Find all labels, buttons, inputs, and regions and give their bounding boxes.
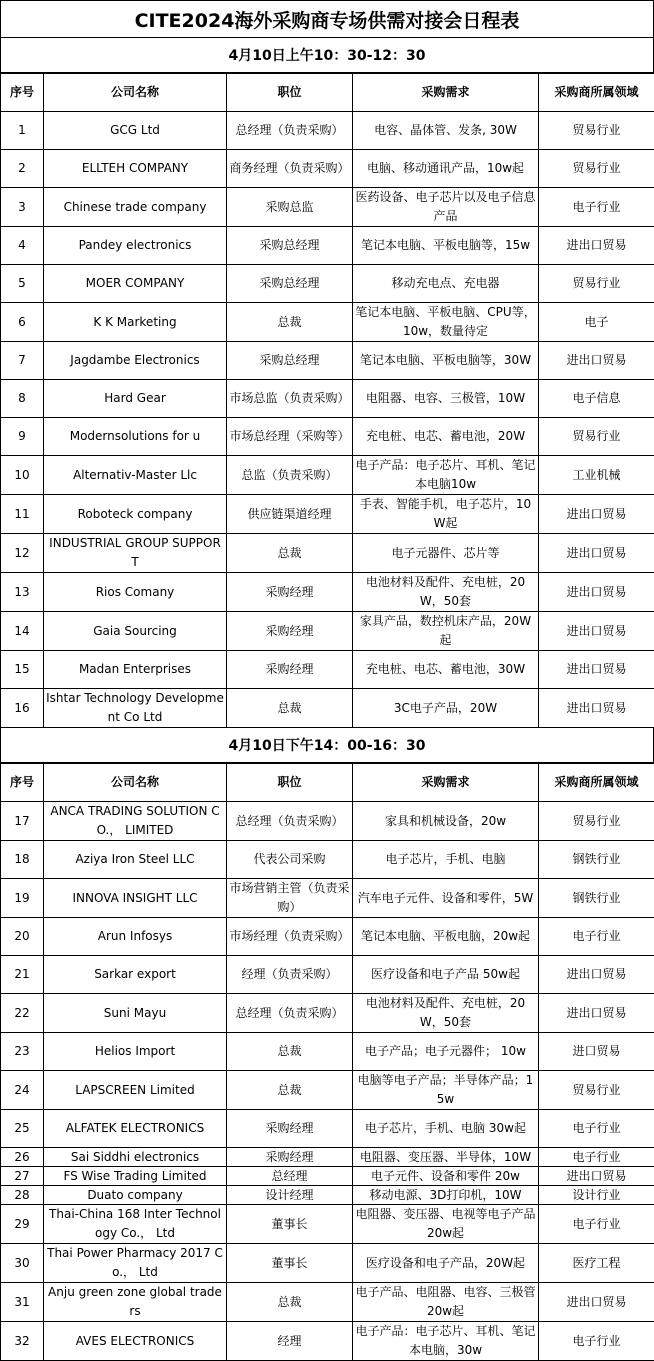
cell-index: 8: [1, 380, 44, 418]
cell-sector: 进出口贸易: [539, 573, 654, 612]
cell-position: 总经理（负责采购）: [227, 994, 353, 1033]
table-row: [1, 956, 654, 994]
cell-company: Arun Infosys: [44, 918, 227, 956]
header-company: 公司名称: [44, 764, 227, 802]
cell-index: 22: [1, 994, 44, 1033]
cell-demand: 电子产品：电子芯片、耳机、笔记本电脑10w: [353, 456, 539, 495]
cell-sector: 电子行业: [539, 1322, 654, 1361]
table-row: [1, 418, 654, 456]
cell-position: 采购总经理: [227, 342, 353, 380]
cell-position: 总裁: [227, 303, 353, 342]
cell-company: Sarkar export: [44, 956, 227, 994]
cell-position: 董事长: [227, 1205, 353, 1244]
cell-company: Helios Import: [44, 1033, 227, 1071]
table-row: [1, 612, 654, 651]
table-row: [1, 918, 654, 956]
cell-index: 31: [1, 1283, 44, 1322]
cell-demand: 电子元件、设备和零件 20w: [353, 1167, 539, 1186]
cell-sector: 进出口贸易: [539, 994, 654, 1033]
cell-demand: 笔记本电脑、平板电脑，20w起: [353, 918, 539, 956]
cell-index: 9: [1, 418, 44, 456]
table-header-row: [1, 764, 654, 802]
cell-demand: 电子芯片，手机、电脑: [353, 841, 539, 879]
cell-demand: 电阻器、电容、三极管，10W: [353, 380, 539, 418]
header-demand: 采购需求: [353, 764, 539, 802]
cell-index: 1: [1, 112, 44, 150]
cell-index: 15: [1, 651, 44, 689]
cell-index: 19: [1, 879, 44, 918]
schedule-table-afternoon: [0, 763, 654, 1361]
header-sector: 采购商所属领域: [539, 764, 654, 802]
cell-company: Thai Power Pharmacy 2017 Co.， Ltd: [44, 1244, 227, 1283]
cell-position: 总裁: [227, 689, 353, 728]
cell-position: 市场总经理（采购等）: [227, 418, 353, 456]
cell-company: Suni Mayu: [44, 994, 227, 1033]
cell-sector: 进出口贸易: [539, 651, 654, 689]
cell-company: Modernsolutions for u: [44, 418, 227, 456]
cell-demand: 电子产品、电阻器、电容、三极管20w起: [353, 1283, 539, 1322]
table-row: [1, 380, 654, 418]
cell-position: 总监（负责采购）: [227, 456, 353, 495]
cell-company: Ishtar Technology Development Co Ltd: [44, 689, 227, 728]
header-index: 序号: [1, 764, 44, 802]
cell-demand: 电容、晶体管、发条, 30W: [353, 112, 539, 150]
table-body-morning: [1, 112, 654, 728]
cell-sector: 进出口贸易: [539, 534, 654, 573]
cell-position: 董事长: [227, 1244, 353, 1283]
cell-sector: 贸易行业: [539, 112, 654, 150]
cell-company: Alternativ-Master Llc: [44, 456, 227, 495]
cell-demand: 电子产品；电子元器件； 10w: [353, 1033, 539, 1071]
table-row: [1, 265, 654, 303]
cell-index: 23: [1, 1033, 44, 1071]
cell-company: GCG Ltd: [44, 112, 227, 150]
table-row: [1, 1033, 654, 1071]
cell-position: 采购总经理: [227, 227, 353, 265]
cell-index: 30: [1, 1244, 44, 1283]
cell-company: ANCA TRADING SOLUTION CO.， LIMITED: [44, 802, 227, 841]
cell-company: AVES ELECTRONICS: [44, 1322, 227, 1361]
cell-position: 市场经理（负责采购）: [227, 918, 353, 956]
cell-sector: 贸易行业: [539, 150, 654, 188]
table-row: [1, 1186, 654, 1205]
table-body-afternoon: [1, 802, 654, 1361]
cell-position: 供应链渠道经理: [227, 495, 353, 534]
cell-index: 4: [1, 227, 44, 265]
table-row: [1, 188, 654, 227]
cell-company: LAPSCREEN Limited: [44, 1071, 227, 1110]
cell-position: 总经理（负责采购）: [227, 112, 353, 150]
cell-position: 采购总监: [227, 188, 353, 227]
cell-index: 18: [1, 841, 44, 879]
table-row: [1, 573, 654, 612]
cell-position: 采购经理: [227, 612, 353, 651]
cell-sector: 电子行业: [539, 1110, 654, 1148]
cell-sector: 医疗工程: [539, 1244, 654, 1283]
cell-sector: 进出口贸易: [539, 956, 654, 994]
table-row: [1, 1167, 654, 1186]
cell-sector: 工业机械: [539, 456, 654, 495]
cell-company: Madan Enterprises: [44, 651, 227, 689]
cell-demand: 电阻器、变压器、半导体，10W: [353, 1148, 539, 1167]
cell-company: Sai Siddhi electronics: [44, 1148, 227, 1167]
session-heading-morning: 4月10日上午10：30-12：30: [1, 38, 654, 73]
cell-position: 总经理: [227, 1167, 353, 1186]
cell-demand: 笔记本电脑、平板电脑、CPU等，10w，数量待定: [353, 303, 539, 342]
cell-position: 经理: [227, 1322, 353, 1361]
table-row: [1, 112, 654, 150]
header-index: 序号: [1, 74, 44, 112]
table-row: [1, 150, 654, 188]
table-row: [1, 689, 654, 728]
table-row: [1, 456, 654, 495]
cell-index: 28: [1, 1186, 44, 1205]
cell-company: Thai-China 168 Inter Technology Co.， Ltd: [44, 1205, 227, 1244]
cell-demand: 医疗设备和电子产品 50w起: [353, 956, 539, 994]
table-row: [1, 534, 654, 573]
table-row: [1, 227, 654, 265]
header-sector: 采购商所属领域: [539, 74, 654, 112]
table-row: [1, 1205, 654, 1244]
cell-demand: 电脑等电子产品；半导体产品；15w: [353, 1071, 539, 1110]
cell-position: 总裁: [227, 1071, 353, 1110]
cell-sector: 进出口贸易: [539, 342, 654, 380]
cell-sector: 钢铁行业: [539, 841, 654, 879]
cell-position: 采购经理: [227, 1148, 353, 1167]
cell-position: 采购经理: [227, 1110, 353, 1148]
cell-index: 24: [1, 1071, 44, 1110]
cell-company: Duato company: [44, 1186, 227, 1205]
cell-company: Rios Comany: [44, 573, 227, 612]
cell-sector: 进出口贸易: [539, 689, 654, 728]
cell-demand: 汽车电子元件、设备和零件，5W: [353, 879, 539, 918]
cell-position: 代表公司采购: [227, 841, 353, 879]
cell-demand: 手表、智能手机，电子芯片，10W起: [353, 495, 539, 534]
cell-index: 14: [1, 612, 44, 651]
cell-position: 市场总监（负责采购）: [227, 380, 353, 418]
cell-index: 10: [1, 456, 44, 495]
table-header-row: [1, 74, 654, 112]
cell-sector: 贸易行业: [539, 1071, 654, 1110]
table-row: [1, 879, 654, 918]
table-row: [1, 495, 654, 534]
header-position: 职位: [227, 74, 353, 112]
cell-position: 总裁: [227, 1033, 353, 1071]
cell-sector: 电子行业: [539, 918, 654, 956]
cell-demand: 充电桩、电芯、蓄电池，30W: [353, 651, 539, 689]
cell-index: 6: [1, 303, 44, 342]
table-row: [1, 841, 654, 879]
cell-sector: 电子信息: [539, 380, 654, 418]
cell-position: 市场营销主管（负责采购）: [227, 879, 353, 918]
table-row: [1, 303, 654, 342]
cell-sector: 进口贸易: [539, 1033, 654, 1071]
cell-company: INNOVA INSIGHT LLC: [44, 879, 227, 918]
cell-sector: 贸易行业: [539, 265, 654, 303]
cell-demand: 电阻器、变压器、电视等电子产品20w起: [353, 1205, 539, 1244]
cell-company: K K Marketing: [44, 303, 227, 342]
cell-demand: 电子芯片，手机、电脑 30w起: [353, 1110, 539, 1148]
schedule-table-morning: [0, 73, 654, 728]
cell-demand: 家具和机械设备，20w: [353, 802, 539, 841]
cell-demand: 移动电源、3D打印机，10W: [353, 1186, 539, 1205]
cell-index: 20: [1, 918, 44, 956]
cell-index: 25: [1, 1110, 44, 1148]
cell-sector: 贸易行业: [539, 418, 654, 456]
page-title: CITE2024海外采购商专场供需对接会日程表: [1, 1, 654, 38]
cell-index: 5: [1, 265, 44, 303]
table-row: [1, 1110, 654, 1148]
cell-index: 11: [1, 495, 44, 534]
cell-sector: 设计行业: [539, 1186, 654, 1205]
cell-company: FS Wise Trading Limited: [44, 1167, 227, 1186]
cell-position: 采购总经理: [227, 265, 353, 303]
cell-sector: 进出口贸易: [539, 612, 654, 651]
cell-company: ALFATEK ELECTRONICS: [44, 1110, 227, 1148]
cell-index: 13: [1, 573, 44, 612]
session-heading-afternoon: 4月10日下午14：00-16：30: [1, 728, 654, 763]
table-row: [1, 802, 654, 841]
cell-index: 27: [1, 1167, 44, 1186]
header-demand: 采购需求: [353, 74, 539, 112]
table-row: [1, 1071, 654, 1110]
cell-position: 商务经理（负责采购）: [227, 150, 353, 188]
table-row: [1, 651, 654, 689]
cell-company: Gaia Sourcing: [44, 612, 227, 651]
cell-sector: 进出口贸易: [539, 1167, 654, 1186]
cell-company: Jagdambe Electronics: [44, 342, 227, 380]
table-row: [1, 1283, 654, 1322]
cell-company: ELLTEH COMPANY: [44, 150, 227, 188]
cell-index: 26: [1, 1148, 44, 1167]
header-company: 公司名称: [44, 74, 227, 112]
cell-position: 经理（负责采购）: [227, 956, 353, 994]
cell-index: 29: [1, 1205, 44, 1244]
cell-demand: 3C电子产品，20W: [353, 689, 539, 728]
cell-company: Roboteck company: [44, 495, 227, 534]
cell-demand: 电脑、移动通讯产品，10w起: [353, 150, 539, 188]
cell-index: 12: [1, 534, 44, 573]
cell-sector: 电子行业: [539, 1205, 654, 1244]
cell-position: 总裁: [227, 534, 353, 573]
cell-company: Chinese trade company: [44, 188, 227, 227]
cell-company: Anju green zone global traders: [44, 1283, 227, 1322]
cell-company: INDUSTRIAL GROUP SUPPORT: [44, 534, 227, 573]
cell-position: 采购经理: [227, 651, 353, 689]
cell-demand: 电池材料及配件、充电桩，20W，50套: [353, 994, 539, 1033]
cell-position: 采购经理: [227, 573, 353, 612]
cell-position: 设计经理: [227, 1186, 353, 1205]
cell-sector: 进出口贸易: [539, 495, 654, 534]
cell-demand: 笔记本电脑、平板电脑等，30W: [353, 342, 539, 380]
cell-position: 总经理（负责采购）: [227, 802, 353, 841]
cell-demand: 医药设备、电子芯片以及电子信息产品: [353, 188, 539, 227]
cell-sector: 电子行业: [539, 1148, 654, 1167]
cell-index: 3: [1, 188, 44, 227]
cell-sector: 电子行业: [539, 188, 654, 227]
table-row: [1, 342, 654, 380]
cell-index: 2: [1, 150, 44, 188]
cell-demand: 电池材料及配件、充电桩，20W，50套: [353, 573, 539, 612]
cell-demand: 家具产品，数控机床产品，20W起: [353, 612, 539, 651]
header-position: 职位: [227, 764, 353, 802]
cell-company: Aziya Iron Steel LLC: [44, 841, 227, 879]
cell-sector: 贸易行业: [539, 802, 654, 841]
cell-demand: 移动充电点、充电器: [353, 265, 539, 303]
cell-index: 21: [1, 956, 44, 994]
cell-index: 17: [1, 802, 44, 841]
cell-company: Pandey electronics: [44, 227, 227, 265]
cell-index: 32: [1, 1322, 44, 1361]
cell-sector: 进出口贸易: [539, 227, 654, 265]
cell-demand: 笔记本电脑、平板电脑等，15w: [353, 227, 539, 265]
table-row: [1, 994, 654, 1033]
cell-sector: 进出口贸易: [539, 1283, 654, 1322]
table-row: [1, 1322, 654, 1361]
cell-sector: 电子: [539, 303, 654, 342]
cell-demand: 电子产品：电子芯片、耳机、笔记本电脑，30w: [353, 1322, 539, 1361]
cell-index: 16: [1, 689, 44, 728]
cell-demand: 电子元器件、芯片等: [353, 534, 539, 573]
table-row: [1, 1244, 654, 1283]
cell-demand: 医疗设备和电子产品，20W起: [353, 1244, 539, 1283]
cell-index: 7: [1, 342, 44, 380]
cell-company: Hard Gear: [44, 380, 227, 418]
cell-sector: 钢铁行业: [539, 879, 654, 918]
cell-company: MOER COMPANY: [44, 265, 227, 303]
table-row: [1, 1148, 654, 1167]
cell-position: 总裁: [227, 1283, 353, 1322]
cell-demand: 充电桩、电芯、蓄电池，20W: [353, 418, 539, 456]
